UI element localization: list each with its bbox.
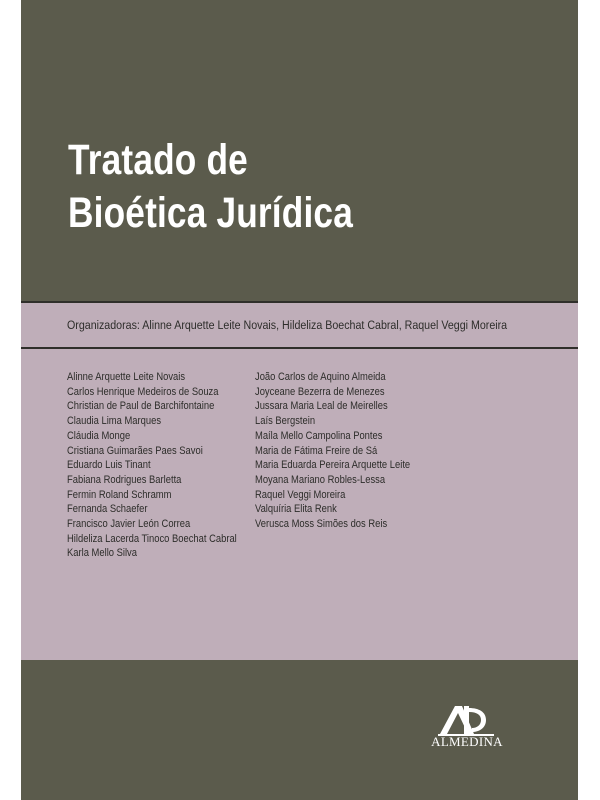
author-name: Fabiana Rodrigues Barletta xyxy=(67,473,182,486)
author-name: Maria Eduarda Pereira Arquette Leite xyxy=(255,459,411,472)
author-name: Cláudia Monge xyxy=(67,429,131,442)
title-line-2: Bioética Jurídica xyxy=(68,189,353,237)
author-name: Jussara Maria Leal de Meirelles xyxy=(255,400,388,413)
book-cover xyxy=(21,0,578,800)
authors-band xyxy=(21,301,578,660)
author-name: Maria de Fátima Freire de Sá xyxy=(255,444,378,457)
publisher-name: ALMEDINA xyxy=(431,734,503,749)
author-name: Fermin Roland Schramm xyxy=(67,488,172,501)
top-divider xyxy=(21,301,578,303)
authors-list-left xyxy=(67,370,237,561)
author-name: Carlos Henrique Medeiros de Souza xyxy=(67,385,219,398)
bottom-divider xyxy=(21,347,578,349)
author-name: Christian de Paul de Barchifontaine xyxy=(67,400,215,413)
title-line-1: Tratado de xyxy=(68,136,248,184)
book-title xyxy=(68,134,353,240)
author-name: Laís Bergstein xyxy=(255,415,316,428)
author-name: Joyceane Bezerra de Menezes xyxy=(255,385,385,398)
author-name: Verusca Moss Simões dos Reis xyxy=(255,518,388,531)
author-name: João Carlos de Aquino Almeida xyxy=(255,371,386,383)
author-name: Cristiana Guimarães Paes Savoi xyxy=(67,444,203,457)
author-name: Eduardo Luis Tinant xyxy=(67,459,151,472)
author-name: Claudia Lima Marques xyxy=(67,415,162,428)
author-name: Hildeliza Lacerda Tinoco Boechat Cabral xyxy=(67,532,237,545)
author-name: Karla Mello Silva xyxy=(67,547,137,560)
author-name: Maíla Mello Campolina Pontes xyxy=(255,429,383,442)
author-name: Francisco Javier León Correa xyxy=(67,518,191,531)
organizers-line: Organizadoras: Alinne Arquette Leite Novais, Hildeliza Boechat Cabral, Raquel Veggi Moreira xyxy=(67,318,508,332)
author-name: Valquíria Elita Renk xyxy=(255,503,337,516)
author-name: Raquel Veggi Moreira xyxy=(255,488,346,501)
author-name: Alinne Arquette Leite Novais xyxy=(67,371,186,383)
author-name: Fernanda Schaefer xyxy=(67,503,148,516)
authors-list-right xyxy=(255,370,410,532)
author-name: Moyana Mariano Robles-Lessa xyxy=(255,473,386,486)
